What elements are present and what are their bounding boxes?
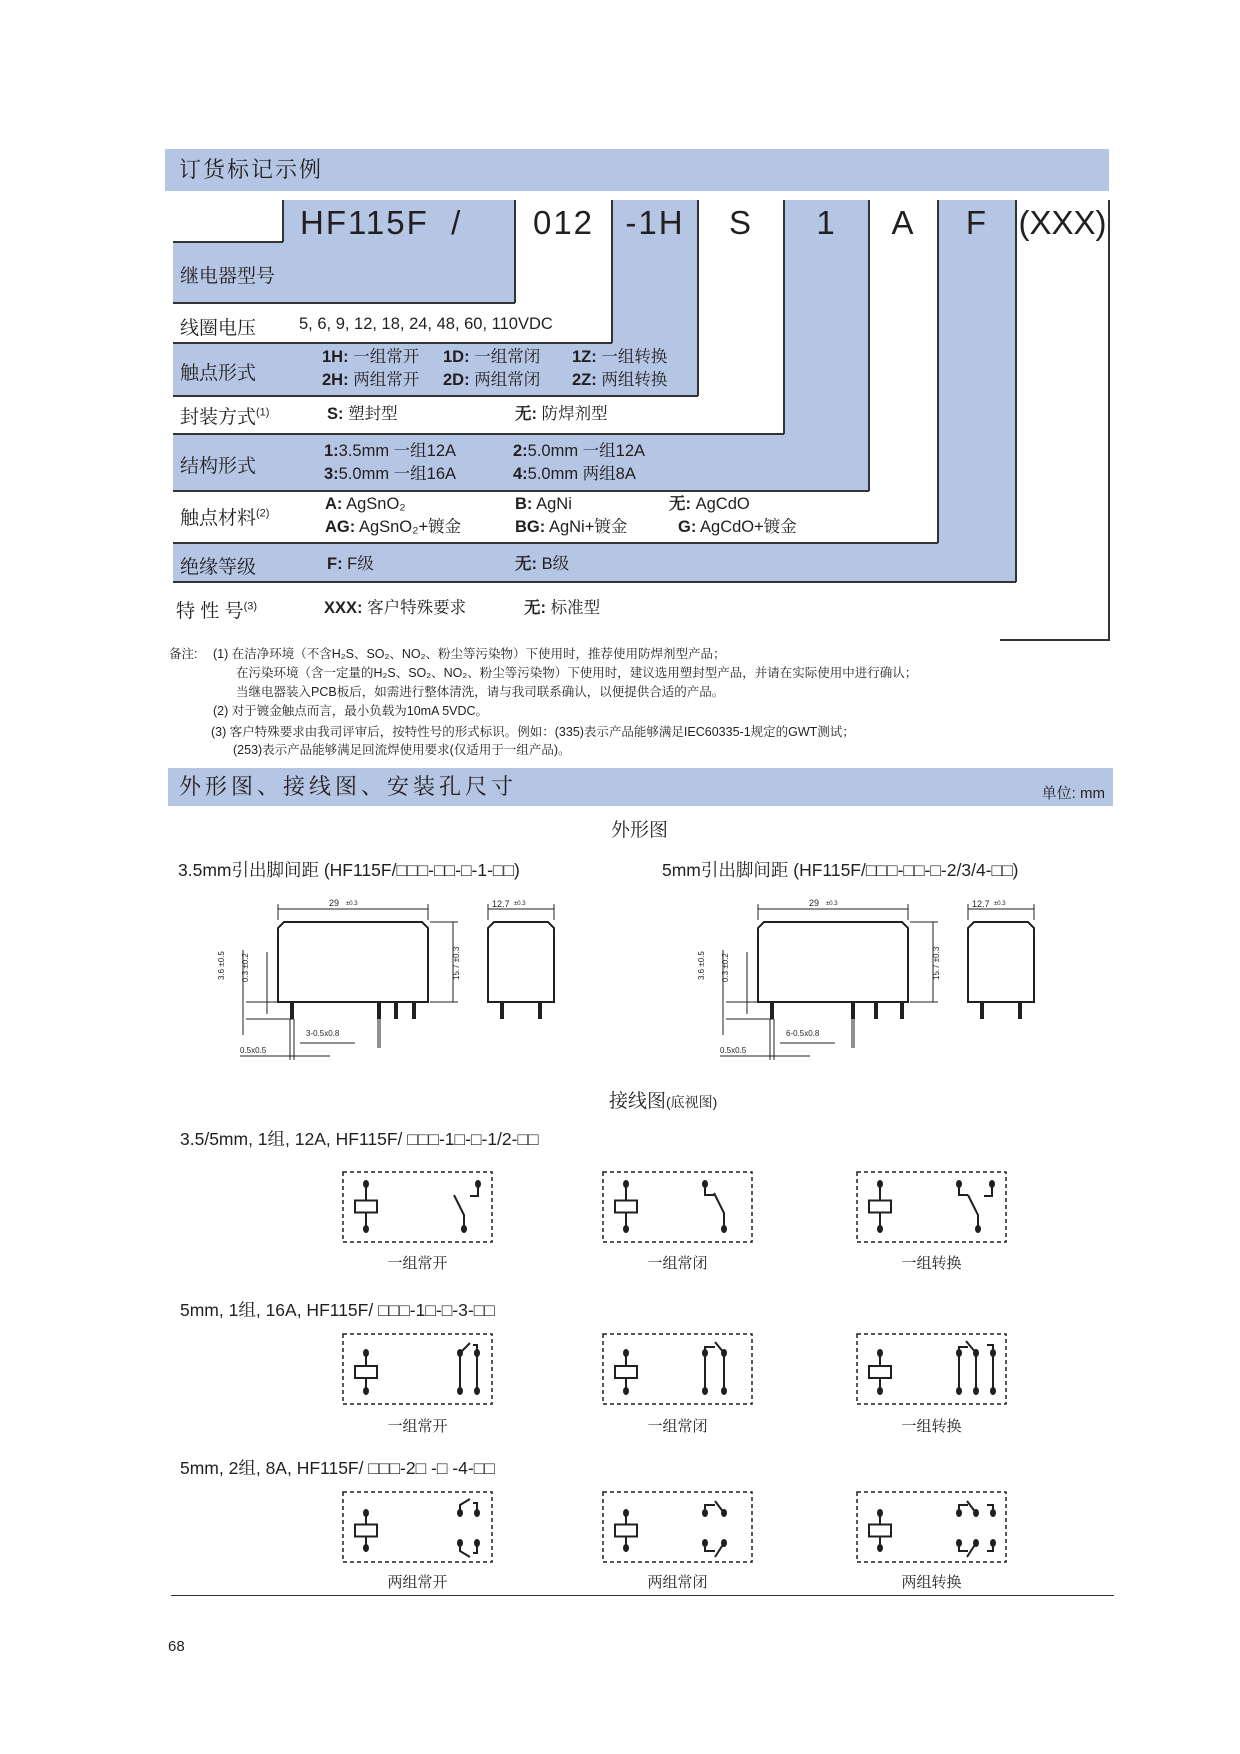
svg-text:15.7 ±0.3: 15.7 ±0.3 [932,946,941,980]
list-item: 1H: 一组常开 [322,348,420,366]
svg-text:6-0.5x0.8: 6-0.5x0.8 [786,1029,820,1038]
list-item: AG: AgSnO₂+镀金 [325,518,462,536]
outline-title: 外形图 [611,820,669,841]
svg-text:12.7: 12.7 [972,899,990,909]
list-item: 1:3.5mm 一组12A [324,442,457,460]
note-line: (253)表示产品能够满足回流焊使用要求(仅适用于一组产品)。 [233,743,571,757]
list-item: 无: AgCdO [669,495,750,513]
list-item: BG: AgNi+镀金 [515,518,628,536]
label-contact: 触点形式 [180,363,257,384]
note-line: 在污染环境（含一定量的H₂S、SO₂、NO₂、粉尘等污染物）下使用时，建议选用塑封型产品，并请在实际使用中进行确认； [236,666,918,680]
wiring-diagram-nc16 [602,1333,753,1405]
outline-drawing-5mm [680,890,1050,1065]
footer-divider [171,1595,1114,1596]
label-construction: 结构形式 [180,456,257,477]
wiring-diagram-no1 [342,1171,493,1243]
notes-prefix: 备注: [169,647,198,661]
label-insulation: 绝缘等级 [180,557,257,578]
note-line: (3) 客户特殊要求由我司评审后，按特性号的形式标识。例如：(335)表示产品能够满足IEC60335-1规定的GWT测试； [211,725,855,739]
code-voltage: 012 [532,204,595,241]
svg-text:±0.3: ±0.3 [346,901,358,907]
list-item: 3:5.0mm 一组16A [324,465,457,483]
note-line: 当继电器装入PCB板后，如需进行整体清洗，请与我司联系确认，以便提供合适的产品。 [236,685,725,699]
wiring-caption: 一组常闭 [647,1255,708,1272]
svg-text:±0.3: ±0.3 [826,901,838,907]
wiring-diagram-nc1 [602,1171,753,1243]
list-item: 无: B级 [515,555,570,573]
wiring-diagram-co16 [856,1333,1007,1405]
note-line: (1) 在洁净环境（不含H₂S、SO₂、NO₂、粉尘等污染物）下使用时，推荐使用防焊剂型产品； [213,647,726,661]
section-header-dimensions [168,768,1113,806]
wiring-group-label: 5mm, 1组, 16A, HF115F/ □□□-1□-□-3-□□ [180,1300,495,1320]
code-material: A [891,204,916,241]
section-title: 订货标记示例 [179,157,324,182]
code-insulation: F [965,204,989,241]
svg-text:0.3 ±0.2: 0.3 ±0.2 [721,953,730,982]
wiring-diagram-co1 [856,1171,1007,1243]
svg-text:29: 29 [809,898,820,908]
insulation-row [173,543,1016,582]
svg-text:3.6 ±0.5: 3.6 ±0.5 [697,951,706,980]
unit-label: 单位: mm [1041,785,1105,802]
list-item: 2D: 两组常闭 [443,371,541,389]
code-contact: -1H [625,204,685,241]
list-item: F: F级 [327,555,374,573]
svg-text:±0.3: ±0.3 [994,901,1006,907]
wiring-group-label: 5mm, 2组, 8A, HF115F/ □□□-2□ -□ -4-□□ [180,1458,495,1478]
code-construction: 1 [816,204,837,241]
list-item: 2:5.0mm 一组12A [513,442,646,460]
insulation-column [938,200,1016,582]
label-material: 触点材料$^{(2)}$ [180,507,270,529]
outline-drawing-3.5mm [200,890,570,1065]
list-item: 4:5.0mm 两组8A [513,465,636,483]
list-item: 2Z: 两组转换 [572,371,668,389]
label-model: 继电器型号 [180,266,276,287]
outline-left-caption: 3.5mm引出脚间距 (HF115F/□□□-□□-□-1-□□) [178,860,520,880]
svg-text:3.6 ±0.5: 3.6 ±0.5 [217,951,226,980]
code-enclosure: S [728,204,753,241]
wiring-caption: 一组常开 [387,1418,448,1435]
list-item: 2H: 两组常开 [322,371,420,389]
wiring-title: 接线图(底视图) [609,1091,718,1112]
svg-text:0.5x0.5: 0.5x0.5 [240,1046,267,1055]
wiring-caption: 一组转换 [901,1255,962,1272]
svg-text:0.5x0.5: 0.5x0.5 [720,1046,747,1055]
svg-text:±0.3: ±0.3 [514,901,526,907]
list-item: 无: 标准型 [524,599,601,617]
wiring-diagram-nc2 [602,1491,753,1563]
note-line: (2) 对于镀金触点而言，最小负载为10mA 5VDC。 [213,704,489,718]
svg-text:29: 29 [329,898,340,908]
coil-voltages: 5, 6, 9, 12, 18, 24, 48, 60, 110VDC [299,315,553,333]
list-item: S: 塑封型 [327,405,398,423]
list-item: 无: 防焊剂型 [515,405,608,423]
wiring-diagram-co2 [856,1491,1007,1563]
code-special: (XXX) [1018,204,1107,241]
list-item: 1Z: 一组转换 [572,348,668,366]
list-item: 1D: 一组常闭 [443,348,541,366]
list-item: B: AgNi [515,495,572,513]
wiring-diagram-no16 [342,1333,493,1405]
list-item: A: AgSnO₂ [325,495,406,513]
svg-text:12.7: 12.7 [492,899,510,909]
label-enclosure: 封装方式$^{(1)}$ [180,406,270,428]
section-title: 外形图、接线图、安装孔尺寸 [179,774,518,799]
svg-text:3-0.5x0.8: 3-0.5x0.8 [306,1029,340,1038]
list-item: G: AgCdO+镀金 [678,518,797,536]
wiring-caption: 一组常开 [387,1255,448,1272]
list-item: XXX: 客户特殊要求 [324,599,467,617]
label-special: 特 性 号$^{(3)}$ [176,600,258,622]
svg-text:0.3 ±0.2: 0.3 ±0.2 [241,953,250,982]
wiring-caption: 两组常开 [387,1574,448,1591]
wiring-group-label: 3.5/5mm, 1组, 12A, HF115F/ □□□-1□-□-1/2-□□ [180,1129,539,1149]
wiring-diagram-no2 [342,1491,493,1563]
svg-text:15.7 ±0.3: 15.7 ±0.3 [452,946,461,980]
label-coil: 线圈电压 [180,318,257,339]
code-model: HF115F / [300,204,463,241]
page-number: 68 [168,1638,185,1655]
wiring-caption: 一组常闭 [647,1418,708,1435]
section-header-ordering [165,149,1109,191]
wiring-caption: 两组转换 [901,1574,962,1591]
wiring-caption: 两组常闭 [647,1574,708,1591]
wiring-caption: 一组转换 [901,1418,962,1435]
outline-right-caption: 5mm引出脚间距 (HF115F/□□□-□□-□-2/3/4-□□) [662,860,1019,880]
